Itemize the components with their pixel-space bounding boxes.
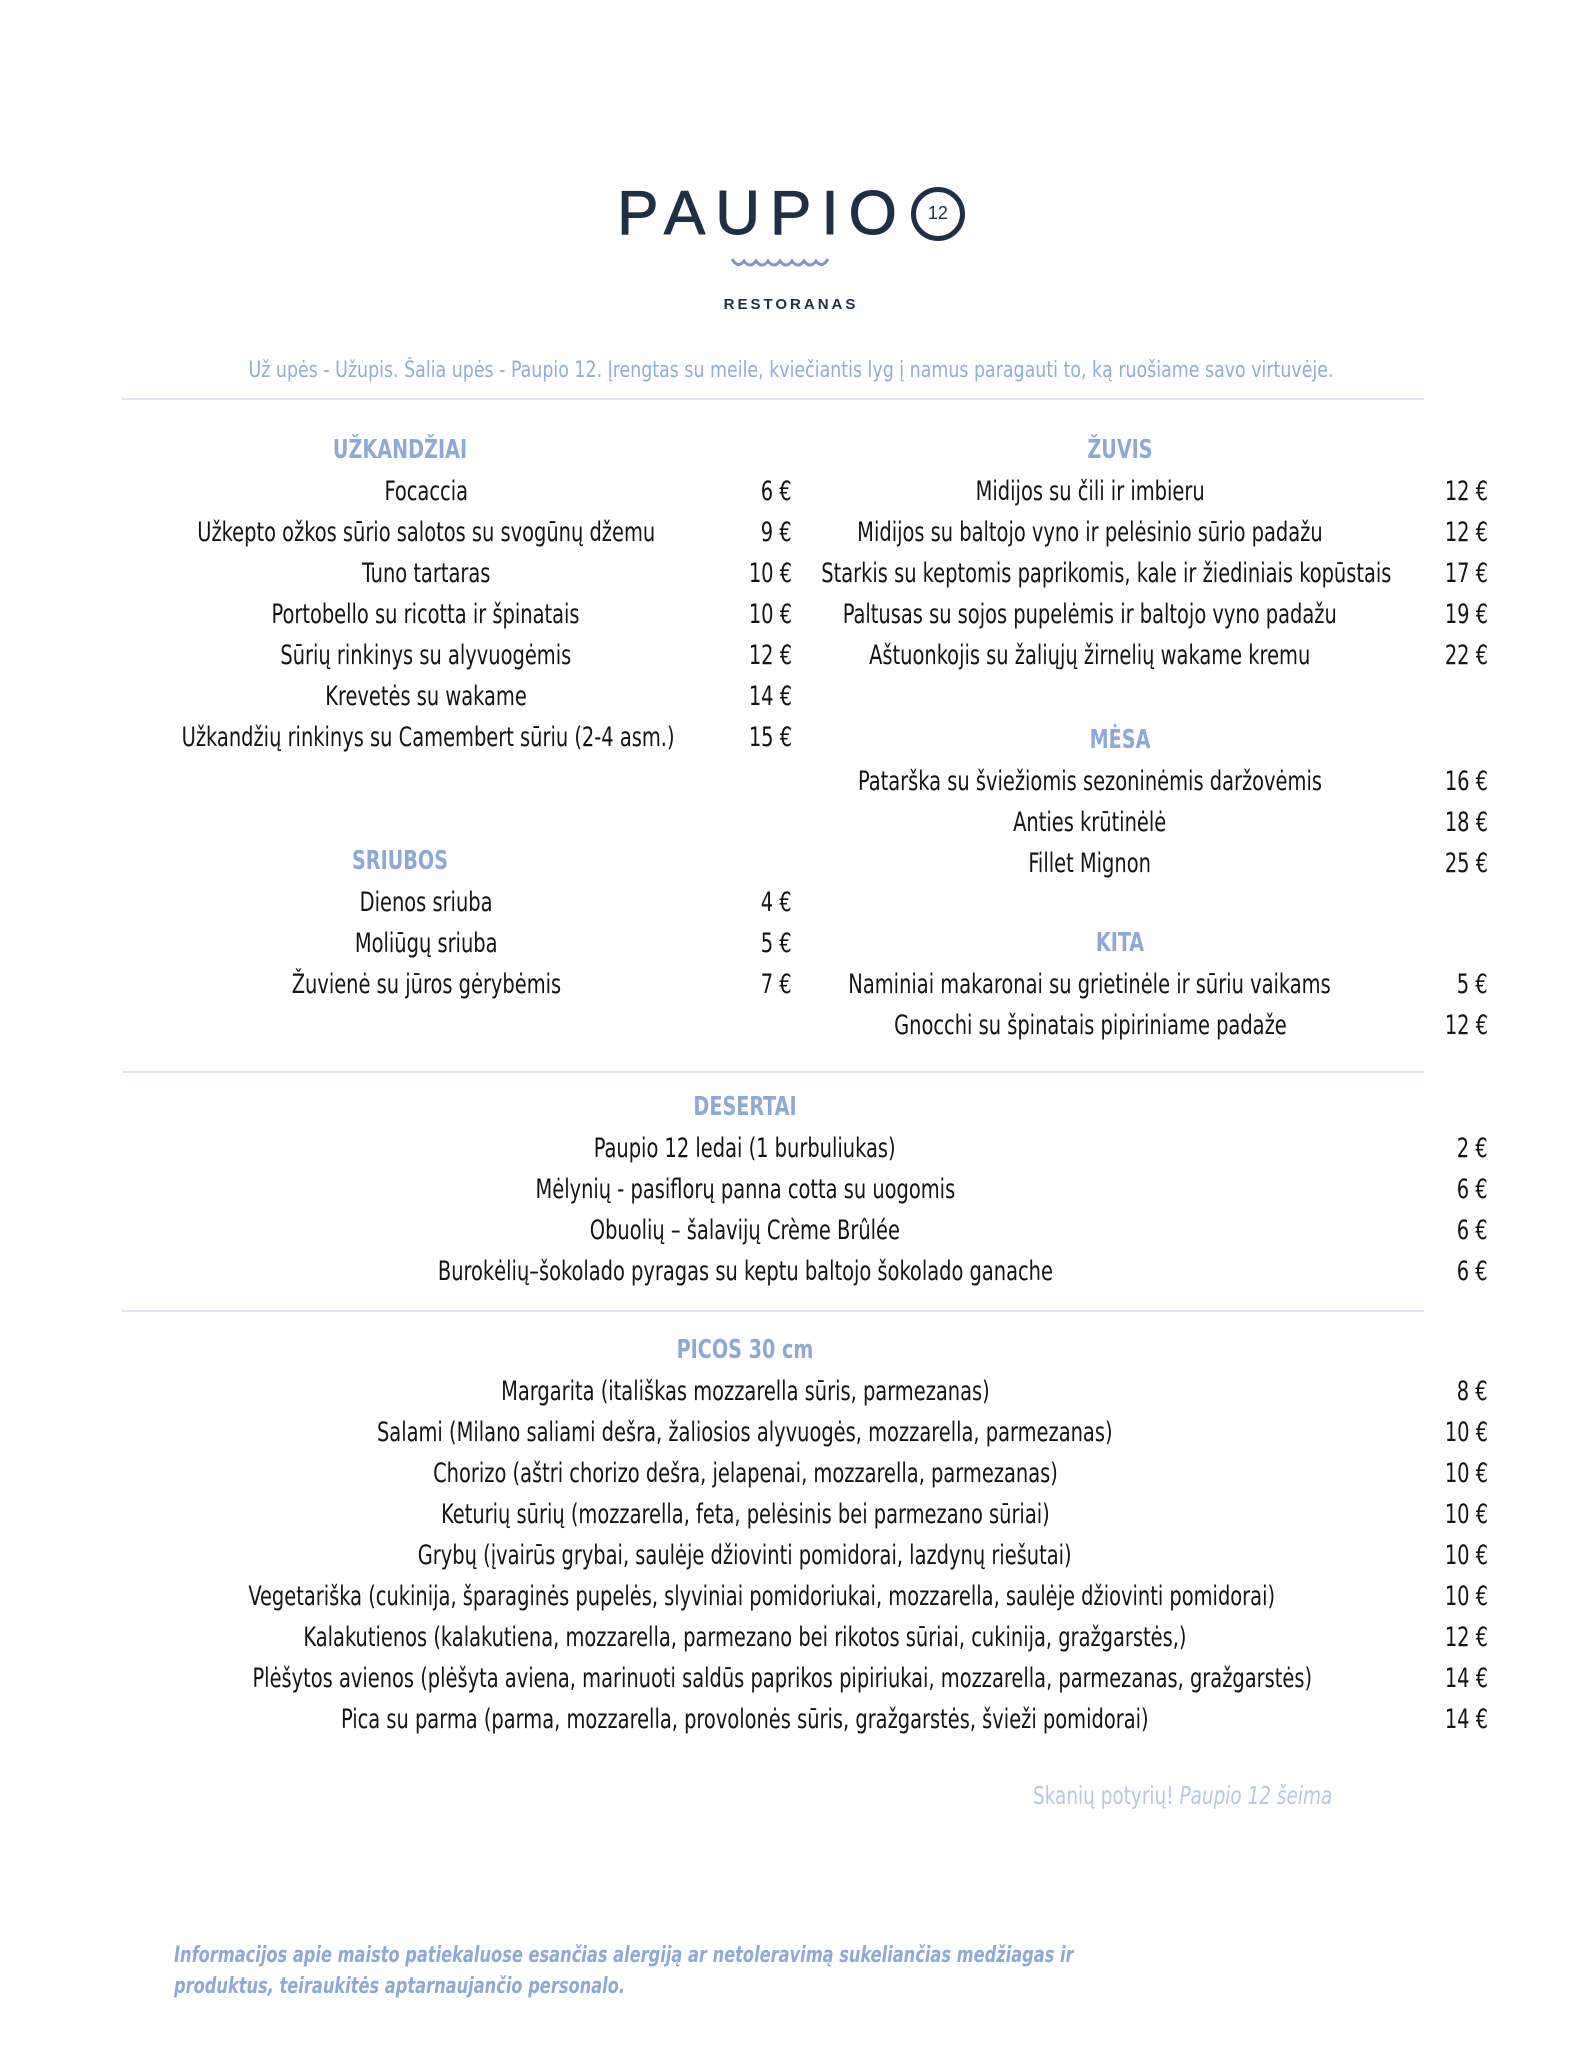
menu-item-name — [750, 635, 1430, 676]
menu-item-price-text: 10 € — [1444, 1540, 1488, 1571]
menu-item-name-text: Užkepto ožkos sūrio salotos su svogūnų džemu — [197, 517, 655, 548]
menu-item-price-text: 8 € — [1457, 1376, 1488, 1407]
section-title: ŽUVIS — [1087, 435, 1153, 465]
wave-icon — [730, 255, 830, 273]
closing-line — [1033, 1781, 1332, 1810]
menu-list — [0, 1128, 1582, 1292]
menu-list — [60, 471, 792, 758]
section-picos — [0, 1330, 1582, 1740]
menu-item-price — [1400, 1128, 1488, 1169]
section-title: DESERTAI — [693, 1092, 797, 1122]
menu-item-price — [1420, 594, 1488, 635]
menu-item-price — [1420, 471, 1488, 512]
menu-item-price — [1420, 802, 1488, 843]
menu-item-price-text: 2 € — [1457, 1133, 1488, 1164]
section-desertai — [0, 1087, 1582, 1292]
menu-item-name — [120, 676, 732, 717]
menu-item-price — [1420, 635, 1488, 676]
menu-item-name — [120, 553, 732, 594]
menu-item — [60, 553, 792, 594]
menu-item-price-text: 6 € — [1457, 1215, 1488, 1246]
menu-item — [0, 1412, 1582, 1453]
logo-word: PAUPIO — [617, 179, 907, 248]
menu-item-name-text: Dienos sriuba — [359, 887, 493, 918]
menu-item-name — [120, 1658, 1370, 1699]
menu-item-name-text: Anties krūtinėlė — [1013, 807, 1167, 838]
menu-item-price-text: 14 € — [1444, 1663, 1488, 1694]
restaurant-subtitle: RESTORANAS — [723, 296, 859, 313]
menu-item-price-text: 6 € — [1457, 1256, 1488, 1287]
menu-item-name-text: Portobello su ricotta ir špinatais — [271, 599, 581, 630]
menu-item — [60, 964, 792, 1005]
menu-item-price-text: 12 € — [748, 640, 792, 671]
menu-item-name — [750, 553, 1430, 594]
menu-item-name-text: Žuvienė su jūros gėrybėmis — [291, 969, 561, 1000]
menu-item-price-text: 15 € — [748, 722, 792, 753]
menu-item-price — [1400, 1251, 1488, 1292]
menu-item-name-text: Plėšytos avienos (plėšyta aviena, marinuoti saldūs paprikos pipiriukai, mozzarella, parmezanas, gražgarstės) — [252, 1663, 1313, 1694]
menu-item-price-text: 17 € — [1444, 558, 1488, 589]
section-uzkandziai — [60, 430, 792, 758]
menu-item-name-text: Midijos su baltojo vyno ir pelėsinio sūrio padažu — [857, 517, 1323, 548]
section-title: UŽKANDŽIAI — [332, 435, 468, 465]
closing-signature: Paupio 12 šeima — [1179, 1781, 1333, 1810]
menu-item — [740, 471, 1500, 512]
menu-list — [0, 1371, 1582, 1740]
section-zuvis — [740, 430, 1500, 676]
menu-item-name-text: Margarita (itališkas mozzarella sūris, parmezanas) — [500, 1376, 990, 1407]
menu-item-price — [1400, 1576, 1488, 1617]
menu-item — [60, 471, 792, 512]
menu-item-price — [1420, 843, 1488, 884]
section-mesa — [740, 720, 1500, 884]
menu-item — [0, 1617, 1582, 1658]
menu-item-price — [1400, 1658, 1488, 1699]
menu-item — [60, 676, 792, 717]
menu-item-name — [120, 1251, 1370, 1292]
menu-item-name-text: Mėlynių - pasiflorų panna cotta su uogomis — [535, 1174, 955, 1205]
menu-item-name-text: Tuno tartaras — [361, 558, 491, 589]
menu-item-name — [120, 923, 732, 964]
menu-item — [0, 1453, 1582, 1494]
menu-item — [60, 512, 792, 553]
allergy-note: Informacijos apie maisto patiekaluose esančias alergiją ar netoleravimą sukeliančias medžiagas ir produktus, teiraukitės aptarnaujančio personalo. — [174, 1943, 1074, 1999]
menu-item-name-text: Pica su parma (parma, mozzarella, provolonės sūris, gražgarstės, švieži pomidorai) — [341, 1704, 1149, 1735]
menu-item — [0, 1169, 1582, 1210]
menu-item — [0, 1535, 1582, 1576]
menu-item — [740, 802, 1500, 843]
menu-item-price — [1420, 761, 1488, 802]
menu-item-name-text: Keturių sūrių (mozzarella, feta, pelėsinis bei parmezano sūriai) — [440, 1499, 1050, 1530]
menu-item — [60, 882, 792, 923]
menu-item — [0, 1210, 1582, 1251]
menu-item-price-text: 10 € — [748, 599, 792, 630]
menu-list — [740, 761, 1500, 884]
menu-item-price — [1420, 512, 1488, 553]
menu-item-name-text: Aštuonkojis su žaliųjų žirnelių wakame kremu — [869, 640, 1311, 671]
menu-item-name — [120, 594, 732, 635]
menu-item-price-text: 18 € — [1444, 807, 1488, 838]
menu-item-price — [1400, 1210, 1488, 1251]
menu-list — [740, 964, 1500, 1046]
menu-item-name — [120, 1210, 1370, 1251]
closing-text: Skanių potyrių! — [1033, 1781, 1174, 1810]
menu-item-name — [750, 964, 1430, 1005]
menu-item-price-text: 10 € — [1444, 1581, 1488, 1612]
menu-item-name — [120, 717, 732, 758]
menu-item-name-text: Focaccia — [384, 476, 468, 507]
menu-item-name-text: Paltusas su sojos pupelėmis ir baltojo vyno padažu — [842, 599, 1337, 630]
section-title: MĖSA — [1089, 725, 1151, 755]
menu-item-name — [750, 1005, 1430, 1046]
menu-item-name — [120, 1617, 1370, 1658]
tagline: Už upės - Užupis. Šalia upės - Paupio 12. Įrengtas su meile, kviečiantis lyg į namus paragauti to, ką ruošiame savo virtuvėje. — [248, 358, 1334, 383]
menu-item-name — [750, 512, 1430, 553]
menu-item-price — [1420, 964, 1488, 1005]
menu-item — [0, 1251, 1582, 1292]
menu-item-price-text: 12 € — [1444, 1622, 1488, 1653]
menu-item-price-text: 5 € — [761, 928, 792, 959]
menu-item-price — [1400, 1453, 1488, 1494]
section-sriubos — [60, 841, 792, 1005]
menu-item-price — [1400, 1169, 1488, 1210]
menu-item-name — [120, 1576, 1370, 1617]
menu-item-name — [120, 1371, 1370, 1412]
menu-item — [740, 1005, 1500, 1046]
menu-item-name-text: Paupio 12 ledai (1 burbuliukas) — [594, 1133, 896, 1164]
menu-item-price-text: 6 € — [761, 476, 792, 507]
menu-item-price-text: 25 € — [1444, 848, 1488, 879]
menu-item-price — [1400, 1494, 1488, 1535]
menu-item-price-text: 16 € — [1444, 766, 1488, 797]
menu-item-price-text: 10 € — [1444, 1499, 1488, 1530]
divider — [122, 1071, 1424, 1073]
menu-item-name-text: Gnocchi su špinatais pipiriniame padaže — [893, 1010, 1287, 1041]
menu-item-name — [120, 471, 732, 512]
menu-item-name — [750, 471, 1430, 512]
divider — [122, 398, 1424, 400]
menu-item-name — [120, 1169, 1370, 1210]
menu-item-price-text: 12 € — [1444, 476, 1488, 507]
logo-number-badge: 12 — [911, 187, 965, 241]
menu-item-name-text: Burokėlių–šokolado pyragas su keptu baltojo šokolado ganache — [437, 1256, 1053, 1287]
menu-item — [0, 1371, 1582, 1412]
menu-item-name — [120, 512, 732, 553]
menu-item-price — [1400, 1371, 1488, 1412]
menu-item-price-text: 12 € — [1444, 517, 1488, 548]
menu-item-price-text: 22 € — [1444, 640, 1488, 671]
menu-list — [60, 882, 792, 1005]
menu-item-price-text: 10 € — [748, 558, 792, 589]
menu-item-name-text: Starkis su keptomis paprikomis, kale ir žiediniais kopūstais — [821, 558, 1392, 589]
menu-item-name-text: Fillet Mignon — [1028, 848, 1152, 879]
menu-item-name — [120, 1699, 1370, 1740]
menu-item-name — [750, 594, 1430, 635]
menu-item-price-text: 9 € — [761, 517, 792, 548]
menu-item-price — [692, 676, 792, 717]
logo-wordmark — [617, 178, 965, 249]
menu-item-price — [1420, 553, 1488, 594]
menu-item-price — [692, 882, 792, 923]
menu-item-name-text: Kalakutienos (kalakutiena, mozzarella, parmezano bei rikotos sūriai, cukinija, gražgarstės,) — [303, 1622, 1187, 1653]
menu-item-name-text: Naminiai makaronai su grietinėle ir sūriu vaikams — [848, 969, 1332, 1000]
menu-item-name — [120, 964, 732, 1005]
menu-item-name-text: Sūrių rinkinys su alyvuogėmis — [280, 640, 572, 671]
menu-item-price — [1400, 1412, 1488, 1453]
menu-item — [740, 553, 1500, 594]
logo — [0, 178, 1582, 249]
section-title: KITA — [1095, 928, 1145, 958]
menu-item-name-text: Salami (Milano saliami dešra, žaliosios alyvuogės, mozzarella, parmezanas) — [377, 1417, 1113, 1448]
menu-item-price-text: 4 € — [761, 887, 792, 918]
menu-item-price-text: 14 € — [1444, 1704, 1488, 1735]
menu-item-price-text: 10 € — [1444, 1417, 1488, 1448]
section-title: SRIUBOS — [351, 846, 449, 876]
menu-item — [740, 512, 1500, 553]
menu-item — [0, 1658, 1582, 1699]
menu-item-price-text: 14 € — [748, 681, 792, 712]
menu-item-name-text: Krevetės su wakame — [325, 681, 527, 712]
menu-item-name-text: Midijos su čili ir imbieru — [975, 476, 1205, 507]
menu-item-name-text: Obuolių – šalavijų Crème Brûlée — [589, 1215, 901, 1246]
menu-item — [60, 717, 792, 758]
menu-item-price — [1400, 1535, 1488, 1576]
menu-item-price-text: 7 € — [761, 969, 792, 1000]
menu-item-name-text: Patarška su šviežiomis sezoninėmis daržovėmis — [858, 766, 1322, 797]
menu-item-name — [120, 882, 732, 923]
section-title: PICOS 30 cm — [676, 1335, 814, 1365]
menu-item-name — [120, 1535, 1370, 1576]
menu-item — [60, 594, 792, 635]
menu-item-name — [120, 635, 732, 676]
menu-item-name — [120, 1494, 1370, 1535]
section-kita — [740, 923, 1500, 1046]
menu-item — [740, 761, 1500, 802]
menu-item-price-text: 6 € — [1457, 1174, 1488, 1205]
menu-item-price-text: 5 € — [1457, 969, 1488, 1000]
menu-item — [740, 594, 1500, 635]
menu-item-name-text: Vegetariška (cukinija, šparaginės pupelės, slyviniai pomidoriukai, mozzarella, saulėje džiovinti pomidorai) — [248, 1581, 1276, 1612]
menu-item — [0, 1494, 1582, 1535]
menu-item — [60, 635, 792, 676]
menu-item-name — [120, 1412, 1370, 1453]
menu-item-name — [120, 1453, 1370, 1494]
menu-item-name — [750, 802, 1430, 843]
menu-item-price-text: 19 € — [1444, 599, 1488, 630]
menu-item-name-text: Moliūgų sriuba — [354, 928, 498, 959]
menu-item-name-text: Grybų (įvairūs grybai, saulėje džiovinti pomidorai, lazdynų riešutai) — [418, 1540, 1072, 1571]
menu-list — [740, 471, 1500, 676]
menu-item-price — [1400, 1617, 1488, 1658]
menu-item-name-text: Užkandžių rinkinys su Camembert sūriu (2-4 asm.) — [181, 722, 675, 753]
menu-item-name-text: Chorizo (aštri chorizo dešra, jelapenai, mozzarella, parmezanas) — [432, 1458, 1058, 1489]
menu-item — [740, 843, 1500, 884]
menu-item — [0, 1699, 1582, 1740]
menu-item-name — [750, 843, 1430, 884]
menu-item-price — [1420, 1005, 1488, 1046]
menu-item-price — [1400, 1699, 1488, 1740]
menu-item — [60, 923, 792, 964]
divider — [122, 1310, 1424, 1312]
menu-item-price-text: 10 € — [1444, 1458, 1488, 1489]
menu-item — [740, 964, 1500, 1005]
menu-item — [740, 635, 1500, 676]
menu-item — [0, 1128, 1582, 1169]
menu-item-name — [120, 1128, 1370, 1169]
menu-item — [0, 1576, 1582, 1617]
menu-item-name — [750, 761, 1430, 802]
menu-item-price-text: 12 € — [1444, 1010, 1488, 1041]
